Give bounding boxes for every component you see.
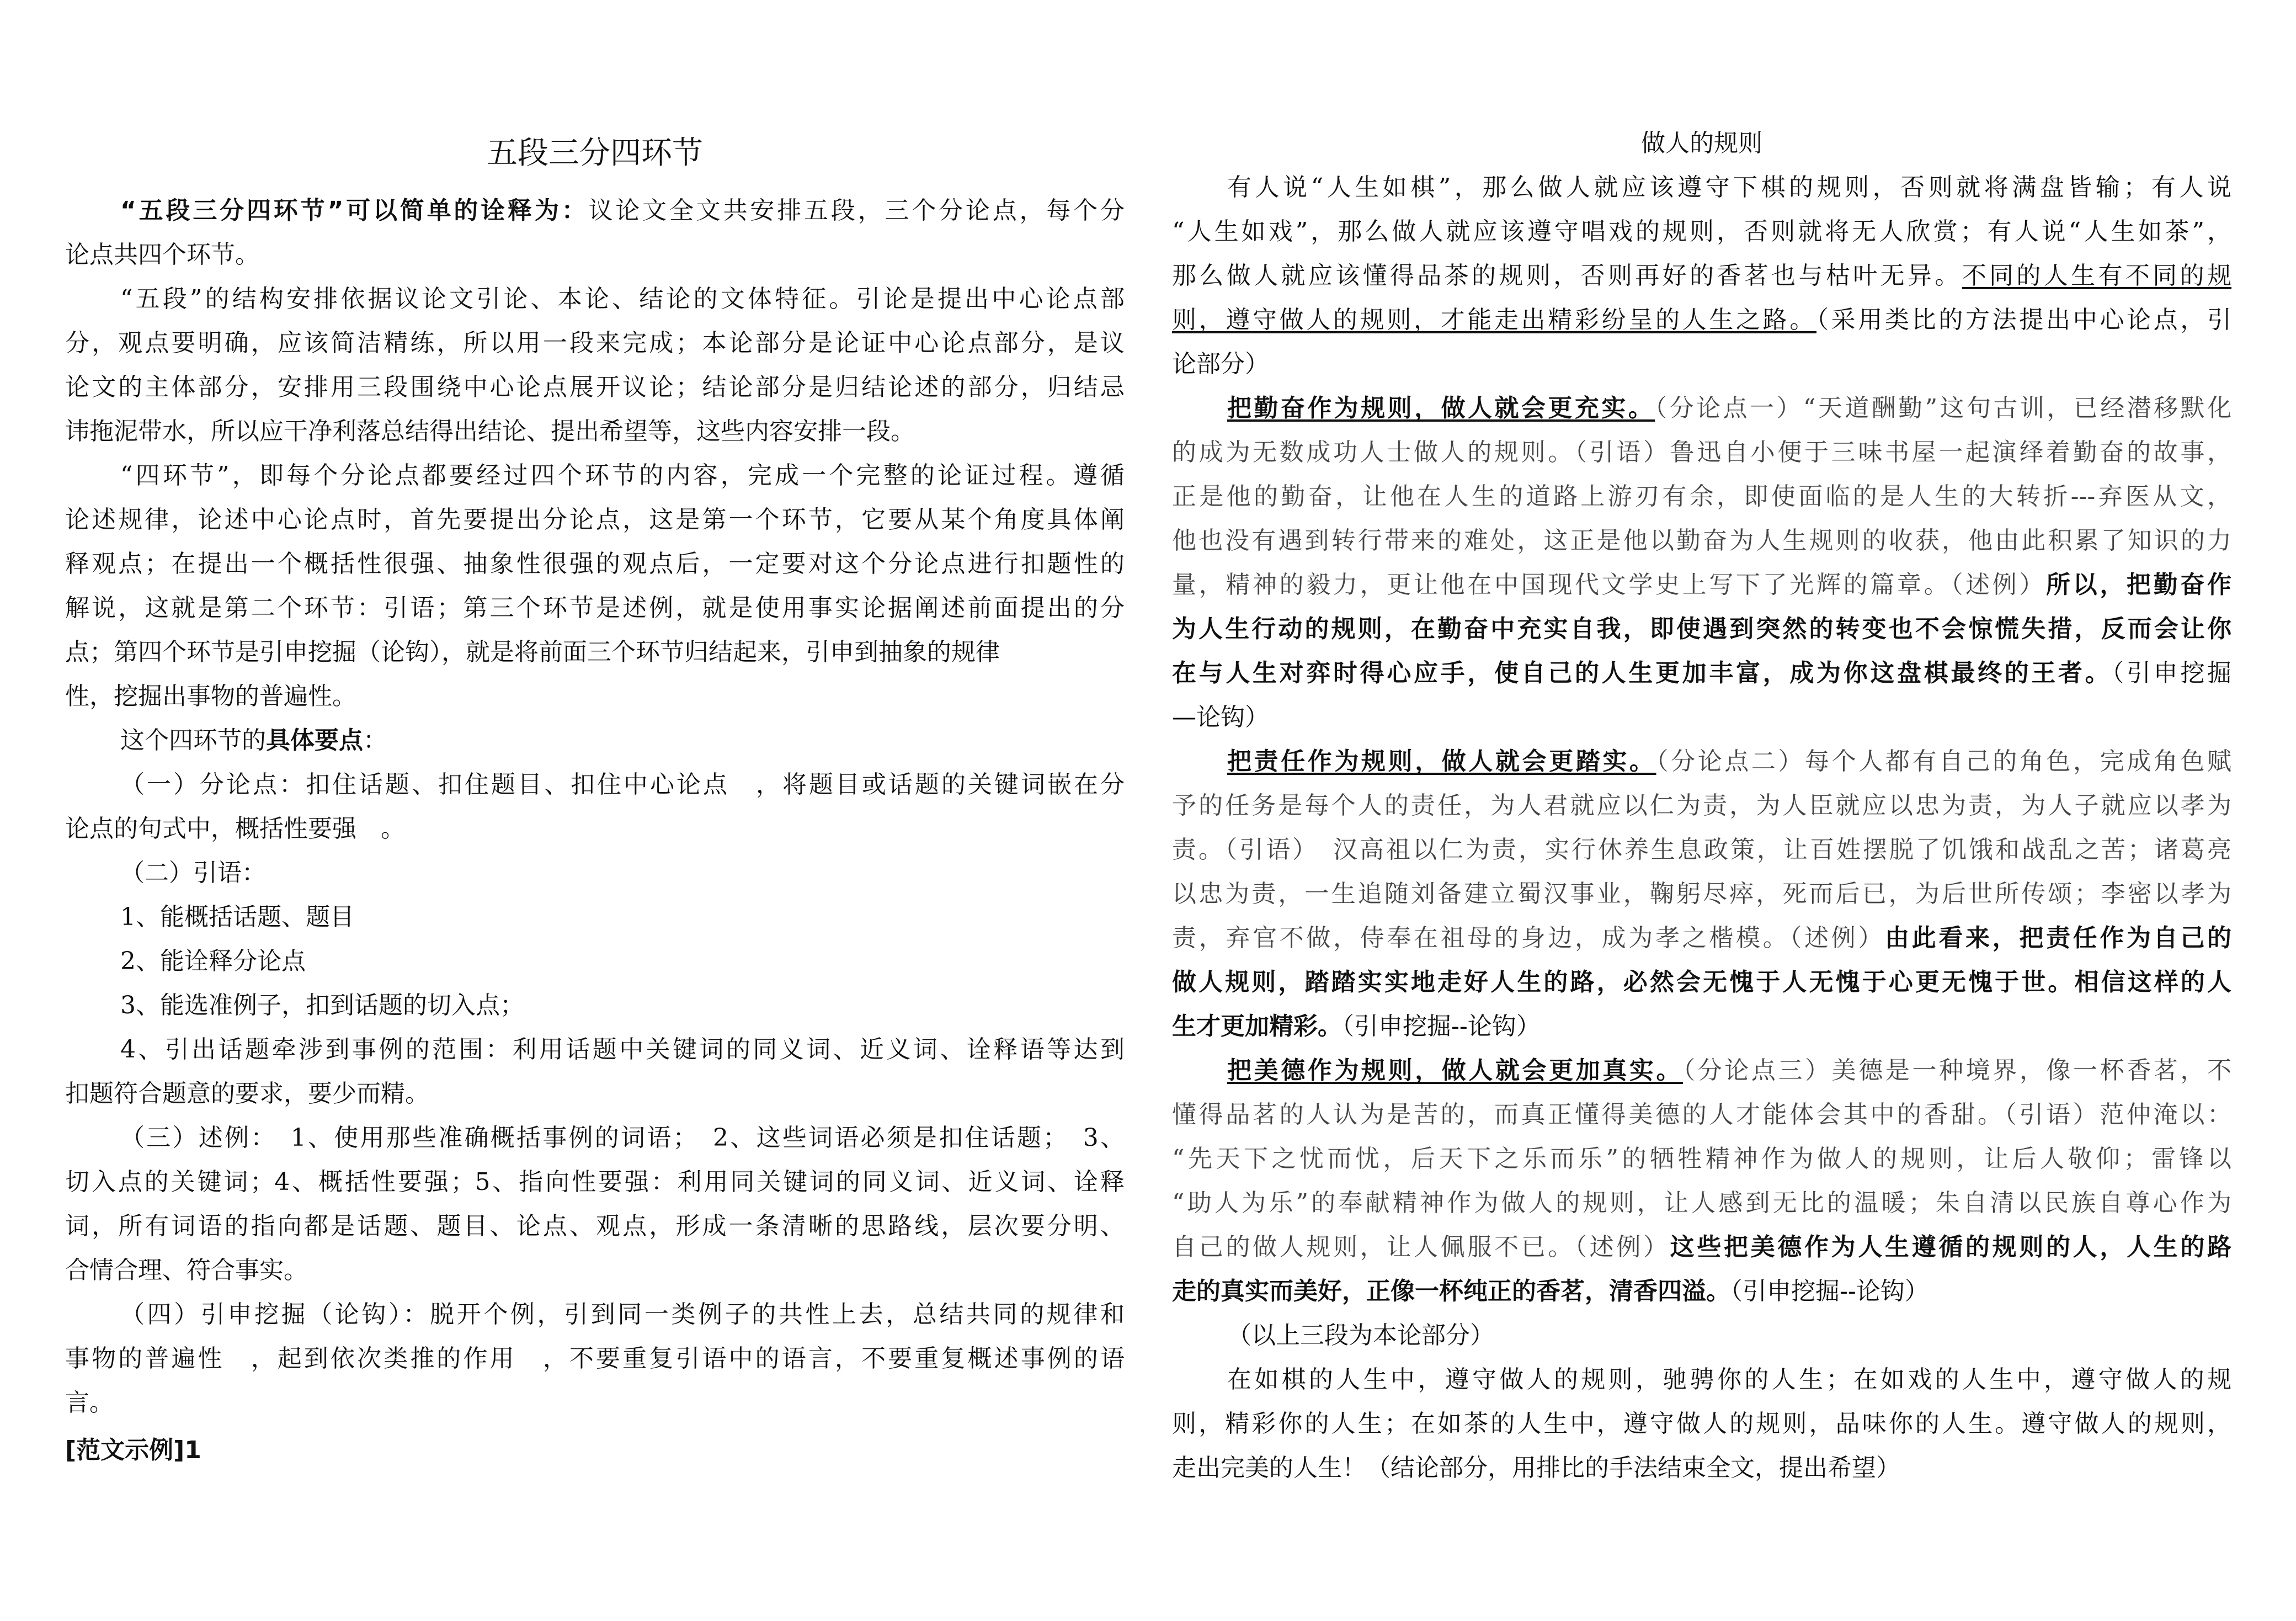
left-text-line [65, 945, 306, 978]
right-text-line [1172, 833, 2231, 867]
text-run: 由此看来，把责任作为自己的 [1885, 924, 2231, 952]
left-text-line [65, 327, 1125, 360]
text-run: 把勤奋作为规则，做人就会更充实。 [1227, 394, 1655, 422]
text-run: 量，精神的毅力，更让他在中国现代文学史上写下了光辉的篇章。（述例） [1172, 571, 2046, 599]
left-text-line [65, 1386, 114, 1420]
text-run: （二）引语： [120, 859, 266, 887]
left-text-line [65, 1077, 429, 1110]
text-run: （三）述例： 1、使用那些准确概括事例的词语； 2、这些词语必须是扣住话题； 3、 [120, 1124, 1125, 1152]
text-run: “五段三分四环节”可以简单的诠释为： [120, 196, 589, 225]
text-run: 合情合理、符合事实。 [65, 1256, 308, 1284]
right-text-line [1172, 1010, 1541, 1043]
left-text-line [65, 1210, 1125, 1243]
text-run: 则，遵守做人的规则，才能走出精彩纷呈的人生之路。 [1172, 306, 1816, 334]
text-run: 予的任务是每个人的责任，为人君就应以仁为责，为人臣就应以忠为责，为人子就应以孝为 [1172, 791, 2231, 820]
right-text-line [1172, 922, 2231, 955]
text-run: 具体要点 [266, 726, 363, 754]
left-text-line [65, 548, 1125, 581]
right-text-line [1172, 1098, 2231, 1131]
text-run: 扣题符合题意的要求，要少而精。 [65, 1080, 429, 1108]
right-text-line [1172, 215, 2231, 248]
right-text-line [1172, 1231, 2231, 1264]
left-text-line [65, 592, 1125, 625]
right-text-line [1172, 1275, 1929, 1308]
left-text-line [65, 989, 524, 1022]
text-run: 有人说“人生如棋”，那么做人就应该遵守下棋的规则，否则就将满盘皆输；有人说 [1227, 173, 2231, 201]
text-run: 这些把美德作为人生遵循的规则的人，人生的路 [1670, 1233, 2232, 1261]
left-text-line [65, 901, 354, 934]
left-text-line [65, 857, 266, 890]
text-run: （采用类比的方法提出中心论点，引 [1816, 306, 2231, 334]
left-text-line [65, 415, 915, 448]
text-run: 论部分） [1172, 350, 1269, 378]
right-text-line [1172, 878, 2231, 911]
right-text-line [1172, 480, 2231, 513]
left-text-line [65, 1298, 1125, 1331]
text-run: “助人为乐”的奉献精神作为做人的规则，让人感到无比的温暖；朱自清以民族自尊心作为 [1172, 1189, 2231, 1217]
text-run: 论述规律，论述中心论点时，首先要提出分论点，这是第一个环节，它要从某个角度具体阐 [65, 506, 1125, 534]
left-text-line [65, 1254, 308, 1287]
text-run: 做人规则，踏踏实实地走好人生的路，必然会无愧于人无愧于心更无愧于世。相信这样的人 [1172, 968, 2231, 996]
text-run: 论文的主体部分，安排用三段围绕中心论点展开议论；结论部分是归结论述的部分，归结忌 [65, 373, 1125, 401]
text-run: 释观点；在提出一个概括性很强、抽象性很强的观点后，一定要对这个分论点进行扣题性的 [65, 550, 1125, 578]
text-run: 解说，这就是第二个环节：引语；第三个环节是述例，就是使用事实论据阐述前面提出的分 [65, 594, 1125, 622]
text-run: 不同的人生有不同的规 [1962, 262, 2232, 290]
text-run: 3、能选准例子，扣到话题的切入点； [120, 991, 524, 1019]
text-run: 性，挖掘出事物的普遍性。 [65, 682, 356, 710]
text-run: （分论点一）“天道酬勤”这句古训，已经潜移默化 [1655, 394, 2231, 422]
right-text-line [1172, 436, 2231, 469]
text-run: 为人生行动的规则，在勤奋中充实自我，即使遇到突然的转变也不会惊慌失措，反而会让你 [1172, 615, 2231, 643]
right-text-line [1172, 259, 2231, 293]
text-run: 自己的做人规则，让人佩服不已。（述例） [1172, 1233, 1670, 1261]
text-run: （分论点三）美德是一种境界，像一杯香茗，不 [1683, 1056, 2231, 1085]
text-run: 分，观点要明确，应该简洁精练，所以用一段来完成；本论部分是论证中心论点部分，是议 [65, 329, 1125, 357]
left-text-line [65, 503, 1125, 536]
text-run: 事物的普遍性 ，起到依次类推的作用 ，不要重复引语中的语言，不要重复概述事例的语 [65, 1344, 1125, 1373]
text-run: （引申挖掘--论钩） [1730, 1277, 1929, 1305]
right-text-line [1172, 392, 2231, 425]
text-run: ： [363, 726, 387, 754]
text-run: （分论点二）每个人都有自己的角色，完成角色赋 [1656, 747, 2232, 775]
text-run: “四环节”，即每个分论点都要经过四个环节的内容，完成一个完整的论证过程。遵循 [120, 461, 1125, 490]
text-run: 责。（引语） 汉高祖以仁为责，实行休养生息政策，让百姓摆脱了饥饿和战乱之苦；诸葛亮 [1172, 836, 2231, 864]
text-run: 词，所有词语的指向都是话题、题目、论点、观点，形成一条清晰的思路线，层次要分明、 [65, 1212, 1125, 1240]
text-run: （一）分论点：扣住话题、扣住题目、扣住中心论点 ，将题目或话题的关键词嵌在分 [120, 770, 1125, 799]
text-run: （引申挖掘 [2112, 659, 2232, 687]
right-text-line [1172, 1407, 2231, 1441]
left-text-line [65, 459, 1125, 492]
page-title: 五段三分四环节 [487, 135, 703, 171]
text-run: （以上三段为本论部分） [1227, 1321, 1494, 1349]
example-label: [范文示例]1 [65, 1436, 201, 1464]
right-text-line [1172, 1363, 2231, 1396]
text-run: 切入点的关键词；4、概括性要强；5、指向性要强：利用同关键词的同义词、近义词、诠释 [65, 1168, 1125, 1196]
right-text-line [1172, 1452, 1900, 1485]
text-run: “先天下之忧而忧，后天下之乐而乐”的牺牲精神作为做人的规则，让后人敬仰；雷锋以 [1172, 1145, 2231, 1173]
text-run: 把责任作为规则，做人就会更踏实。 [1227, 747, 1656, 775]
text-run: 论点的句式中，概括性要强 。 [65, 815, 405, 843]
text-run: 走出完美的人生！（结论部分，用排比的手法结束全文，提出希望） [1172, 1454, 1900, 1482]
right-text-line [1172, 701, 1269, 734]
essay-title: 做人的规则 [1641, 129, 1762, 157]
right-text-line [1172, 1187, 2231, 1220]
text-run: 这个四环节的 [120, 726, 266, 754]
left-text-line [65, 1166, 1125, 1199]
text-run: 他也没有遇到转行带来的难处，这正是他以勤奋为人生规则的收获，他由此积累了知识的力 [1172, 527, 2231, 555]
text-run: 在如棋的人生中，遵守做人的规则，驰骋你的人生；在如戏的人生中，遵守做人的规 [1227, 1365, 2231, 1394]
right-text-line [1172, 1142, 2231, 1176]
text-run: 懂得品茗的人认为是苦的，而真正懂得美德的人才能体会其中的香甜。（引语）范仲淹以： [1172, 1101, 2231, 1129]
text-run: 言。 [65, 1389, 114, 1417]
left-text-line [65, 1342, 1125, 1375]
text-run: “人生如戏”，那么做人就应该遵守唱戏的规则，否则就将无人欣赏；有人说“人生如茶”， [1172, 217, 2231, 246]
text-run: 则，精彩你的人生；在如茶的人生中，遵守做人的规则，品味你的人生。遵守做人的规则， [1172, 1410, 2231, 1438]
right-text-line [1172, 1054, 2231, 1087]
right-text-line [1172, 524, 2231, 557]
left-text-line [65, 371, 1125, 404]
text-run: 1、能概括话题、题目 [120, 903, 354, 931]
text-run: 走的真实而美好，正像一杯纯正的香茗，清香四溢。 [1172, 1277, 1730, 1305]
text-run: 生才更加精彩。 [1172, 1012, 1342, 1040]
left-text-line [65, 636, 1000, 669]
left-text-line [65, 724, 387, 757]
right-text-line [1172, 613, 2231, 646]
text-run: “五段”的结构安排依据议论文引论、本论、结论的文体特征。引论是提出中心论点部 [120, 285, 1125, 313]
right-text-line [1172, 348, 1269, 381]
text-run: 4、引出话题牵涉到事例的范围：利用话题中关键词的同义词、近义词、诠释语等达到 [120, 1035, 1125, 1064]
right-text-line [1172, 1319, 1494, 1352]
text-run: 在与人生对弈时得心应手，使自己的人生更加丰富，成为你这盘棋最终的王者。 [1172, 659, 2112, 687]
left-text-line [65, 812, 405, 846]
left-text-line [65, 680, 356, 713]
right-text-line [1172, 304, 2231, 337]
left-text-line [65, 283, 1125, 316]
text-run: —论钩） [1172, 703, 1269, 731]
text-run: 那么做人就应该懂得品茶的规则，否则再好的香茗也与枯叶无异。 [1172, 262, 1962, 290]
text-run: 以忠为责，一生追随刘备建立蜀汉事业，鞠躬尽瘁，死而后已，为后世所传颂；李密以孝为 [1172, 880, 2231, 908]
right-text-line [1172, 966, 2231, 999]
left-text-line [65, 194, 1125, 227]
right-text-line [1172, 171, 2231, 204]
text-run: 所以，把勤奋作 [2046, 571, 2231, 599]
text-run: 正是他的勤奋，让他在人生的道路上游刃有余，即使面临的是人生的大转折---弃医从文， [1172, 482, 2231, 511]
text-run: 议论文全文共安排五段，三个分论点，每个分 [588, 196, 1125, 225]
left-text-line [65, 238, 259, 272]
text-run: 责，弃官不做，侍奉在祖母的身边，成为孝之楷模。（述例） [1172, 924, 1885, 952]
right-text-line [1172, 657, 2231, 690]
text-run: 把美德作为规则，做人就会更加真实。 [1227, 1056, 1684, 1085]
left-text-line [65, 1033, 1125, 1066]
right-text-line [1172, 789, 2231, 822]
text-run: 论点共四个环节。 [65, 241, 259, 269]
text-run: （引申挖掘--论钩） [1342, 1012, 1541, 1040]
text-run: 2、能诠释分论点 [120, 947, 306, 975]
text-run: （四）引申挖掘（论钩）：脱开个例，引到同一类例子的共性上去，总结共同的规律和 [120, 1300, 1125, 1328]
left-text-line [65, 1122, 1125, 1155]
text-run: 点；第四个环节是引申挖掘（论钩），就是将前面三个环节归结起来，引申到抽象的规律 [65, 638, 1000, 666]
right-text-line [1172, 568, 2231, 602]
right-text-line [1172, 745, 2231, 778]
text-run: 讳拖泥带水，所以应干净利落总结得出结论、提出希望等，这些内容安排一段。 [65, 417, 915, 445]
left-text-line [65, 768, 1125, 801]
text-run: 的成为无数成功人士做人的规则。（引语）鲁迅自小便于三味书屋一起演绎着勤奋的故事， [1172, 438, 2231, 466]
